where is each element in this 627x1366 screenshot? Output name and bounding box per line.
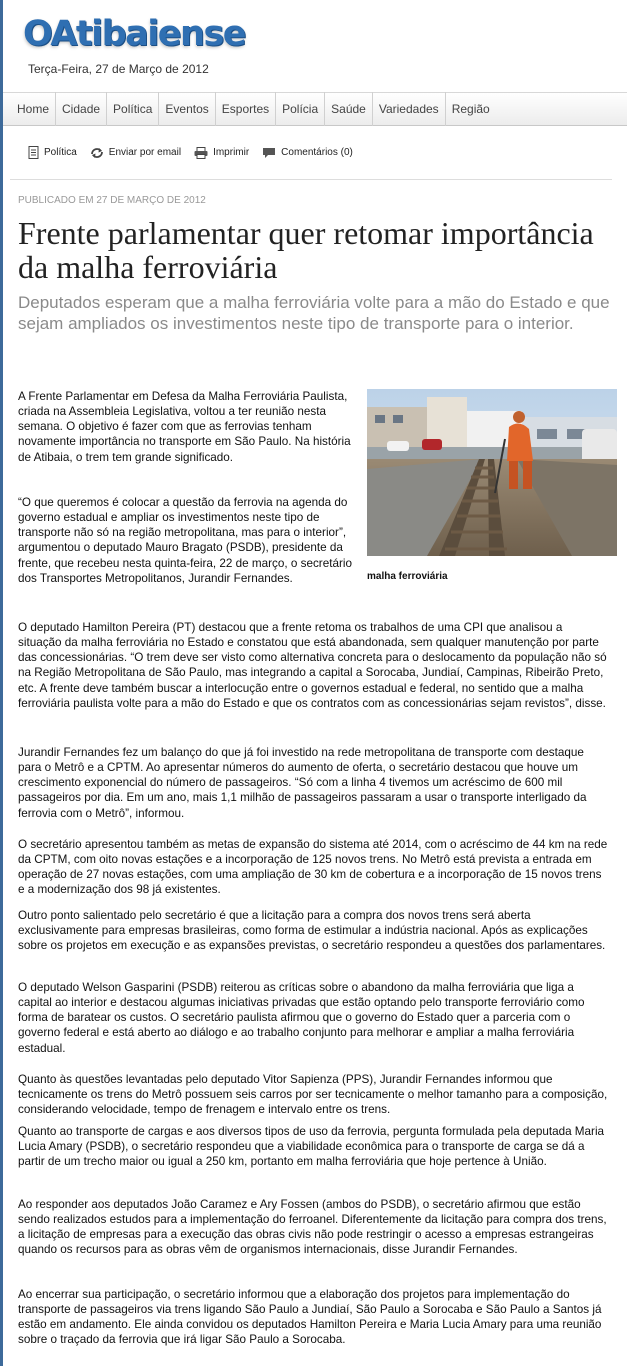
print-link[interactable] [194,147,249,159]
nav-item-saude[interactable]: Saúde [325,92,373,126]
nav-item-regiao[interactable]: Região [451,102,490,116]
left-accent-bar [0,0,3,1366]
nav-item-home[interactable]: Home [11,92,56,126]
nav-item-esportes[interactable]: Esportes [216,92,276,126]
published-date: PUBLICADO EM 27 DE MARÇO DE 2012 [18,195,206,206]
article-paragraph: O secretário apresentou também as metas de expansão do sistema até 2014, com o acréscimo de 44 km na rede da CPTM, com oito novas estações e a incorporação de 125 novos trens. No Metrô está prevista a entrada em operação de 27 novas estações, com uma ampliação de 30 km de cobertura e a incorporação de 15 novos trens e a modernização dos 98 já existentes. [18,838,608,897]
article-paragraph: Ao encerrar sua participação, o secretário informou que a elaboração dos projetos para implementação do transporte de passageiros via trens ligando São Paulo a Jundiaí, São Paulo a Sorocaba e São Paulo a Santos já estão em andamento. Ele ainda convidou os deputados Hamilton Pereira e Maria Lucia Amary para uma reunião sobre o traçado da ferrovia que irá ligar São Paulo a Sorocaba. [18,1288,602,1347]
nav-item-eventos[interactable]: Eventos [159,92,215,126]
category-label: Política [44,147,77,158]
article-paragraph: A Frente Parlamentar em Defesa da Malha Ferroviária Paulista, criada na Assembleia Legislativa, voltou a ter reunião nesta semana. O objetivo é fazer com que as ferrovias tenham novamente importância no transporte em São Paulo. Na história de Atibaia, o trem tem grande significado. [18,390,351,464]
document-icon [28,146,39,159]
comments-label: Comentários (0) [281,147,353,158]
article-paragraph: “O que queremos é colocar a questão da ferrovia na agenda do governo estadual e ampliar os investimentos neste tipo de transporte não só na região metropolitana, mas para o interior”, argumentou o deputado Mauro Bragato (PSDB), presidente da frente, que recebeu nesta quinta-feira, 22 de março, o secretário dos Transportes Metropolitanos, Jurandir Fernandes. [18,496,352,585]
header-date: Terça-Feira, 27 de Março de 2012 [28,62,209,76]
nav-item-variedades[interactable]: Variedades [373,92,446,126]
nav-item-policia[interactable]: Polícia [276,92,325,126]
article-paragraph: Quanto ao transporte de cargas e aos diversos tipos de uso da ferrovia, pergunta formulada pela deputada Maria Lucia Amary (PSDB), o secretário respondeu que a viabilidade econômica para o transporte de carga se dá a partir de um trecho maior ou igual a 250 km, portanto em malha ferroviária que hoje pertence à União. [18,1125,605,1169]
site-logo[interactable]: OAtibaiense [23,14,246,54]
print-label: Imprimir [213,147,250,158]
comment-bubble-icon [262,147,276,159]
article-paragraph: Ao responder aos deputados João Caramez e Ary Fossen (ambos do PSDB), o secretário afirmou que estão sendo realizados estudos para a implementação do ferroanel. Diferentemente da licitação para compra dos trens, a licitação de empresas para a execução das obras civis não pode restringir o acesso a empresas estrangeiras quando os recursos para as obras vêm de organismos internacionais, disse Jurandir Fernandes. [18,1198,607,1257]
comments-link[interactable] [262,147,353,159]
email-link[interactable] [90,147,181,159]
share-arrows-icon [90,147,104,159]
railway-worker-photo [367,389,617,556]
main-nav [3,92,627,126]
category-link[interactable] [28,146,77,159]
article-paragraph: O deputado Hamilton Pereira (PT) destacou que a frente retoma os trabalhos de uma CPI que analisou a situação da malha ferroviária no Estado e constatou que está abandonada, sem qualquer manutenção por parte das concessionárias. “O trem deve ser visto como alternativa concreta para o deslocamento da população não só na Região Metropolitana de São Paulo, mas integrando a capital a Sorocaba, Jundiaí, Campinas, Ribeirão Preto, etc. A frente deve também buscar a interlocução entre o governos estadual e federal, no sentido que a malha ferroviária paulista volte para a mão do Estado e que os contratos com as concessionárias sejam revistos”, disse. [18,621,607,710]
article-paragraph: Quanto às questões levantadas pelo deputado Vitor Sapienza (PPS), Jurandir Fernandes informou que tecnicamente os trens do Metrô possuem seis carros por ser tecnicamente o melhor tamanho para a composição, considerando velocidade, tempo de frenagem e intervalo entre os trens. [18,1073,608,1117]
nav-item-politica[interactable]: Política [107,92,159,126]
article-paragraph: Jurandir Fernandes fez um balanço do que já foi investido na rede metropolitana de transporte com destaque para o Metrô e a CPTM. Ao apresentar números do aumento de oferta, o secretário destacou que houve um crescimento exponencial do número de passageiros. “Só com a linha 4 tivemos um acréscimo de 600 mil passageiros por dia. Em um ano, mais 1,1 milhão de passageiros passaram a usar o transporte interligado da ferrovia com o Metrô”, informou. [18,746,587,820]
article-title: Frente parlamentar quer retomar importância da malha ferroviária [18,215,594,285]
toolbar-divider [10,179,612,180]
article-paragraph: Outro ponto salientado pelo secretário é que a licitação para a compra dos novos trens será aberta exclusivamente para empresas brasileiras, como forma de estimular a indústria nacional. Após as explicações sobre os projetos em execução e as expansões previstas, o secretário respondeu a questões dos parlamentares. [18,909,606,953]
email-label: Enviar por email [108,147,182,158]
photo-caption: malha ferroviária [367,571,448,582]
printer-icon [194,147,208,159]
article-toolbar [28,146,366,159]
nav-item-cidade[interactable]: Cidade [56,92,107,126]
article-paragraph: O deputado Welson Gasparini (PSDB) reiterou as críticas sobre o abandono da malha ferroviária que liga a capital ao interior e destacou algumas iniciativas privadas que estão optando pelo transporte ferroviário como forma de baratear os custos. O secretário paulista afirmou que o governo do Estado quer a parceria com o governo federal e está aberto ao diálogo e ao trabalho conjunto para melhorar e ampliar a malha ferroviária estadual. [18,981,585,1055]
article-subtitle: Deputados esperam que a malha ferroviária volte para a mão do Estado e que sejam ampliados os investimentos neste tipo de transporte para o interior. [18,293,610,333]
site-header [3,0,627,92]
article-photo[interactable] [367,389,617,556]
